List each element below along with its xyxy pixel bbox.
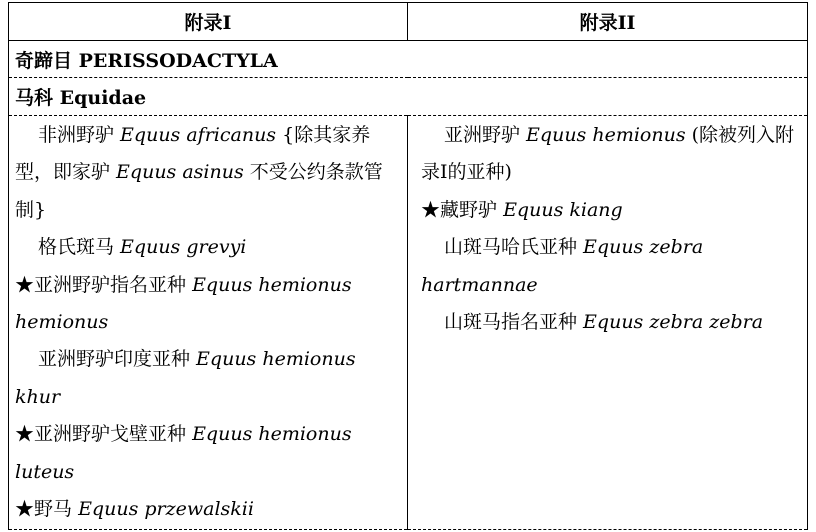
header-row — [9, 3, 808, 41]
star-marker: ★ — [15, 423, 35, 446]
common-name-text: 藏野驴 — [440, 198, 504, 221]
common-name-text: 亚洲野驴戈壁亚种 — [34, 423, 193, 446]
common-name-text: 野马 — [34, 498, 79, 521]
star-marker: ★ — [421, 198, 441, 221]
appendix-ii-cell — [408, 116, 808, 530]
common-name-text: 不受公约条款管制} — [15, 161, 383, 221]
scientific-name: Equus zebra hartmannae — [421, 236, 704, 296]
common-name-text: 非洲野驴 — [38, 124, 121, 146]
species-entry — [15, 267, 403, 342]
scientific-name: Equus hemionus hemionus — [15, 273, 352, 334]
scientific-name: Equus zebra zebra — [583, 311, 764, 334]
species-entry — [15, 341, 403, 416]
common-name-text: 山斑马哈氏亚种 — [444, 236, 584, 259]
species-entry — [421, 117, 803, 192]
common-name-text: (除被列入附录I的亚种) — [421, 124, 795, 184]
order-label: 奇蹄目 PERISSODACTYLA — [9, 41, 808, 78]
scientific-name: Equus kiang — [503, 198, 623, 221]
species-entry — [15, 416, 403, 491]
common-name-text: 亚洲野驴指名亚种 — [34, 273, 193, 296]
family-label: 马科 Equidae — [9, 78, 808, 116]
star-marker: ★ — [15, 498, 35, 521]
header-appendix-ii: 附录II — [408, 3, 808, 41]
scientific-name: Equus asinus — [116, 161, 244, 184]
species-entry — [15, 117, 403, 229]
common-name-text: 格氏斑马 — [38, 236, 121, 259]
common-name-text: {除其家养型，即家驴 — [15, 124, 371, 184]
scientific-name: Equus przewalskii — [78, 498, 254, 521]
scientific-name: Equus africanus — [120, 124, 277, 146]
scientific-name: Equus hemionus khur — [15, 348, 356, 408]
species-entry — [421, 304, 803, 341]
appendix-i-cell — [9, 116, 408, 530]
scientific-name: Equus hemionus — [526, 124, 686, 146]
species-entry — [15, 491, 403, 528]
family-row — [9, 78, 808, 116]
species-row — [9, 116, 808, 530]
species-entry — [421, 229, 803, 304]
header-appendix-i: 附录I — [9, 3, 408, 41]
star-marker: ★ — [15, 273, 35, 296]
scientific-name: Equus hemionus luteus — [15, 423, 352, 483]
species-entry — [421, 192, 803, 229]
common-name-text: 亚洲野驴印度亚种 — [38, 348, 197, 371]
common-name-text: 山斑马指名亚种 — [444, 311, 584, 334]
order-row — [9, 41, 808, 78]
cites-appendix-table — [8, 2, 808, 530]
species-entry — [15, 229, 403, 266]
scientific-name: Equus grevyi — [120, 236, 247, 259]
common-name-text: 亚洲野驴 — [444, 124, 527, 146]
